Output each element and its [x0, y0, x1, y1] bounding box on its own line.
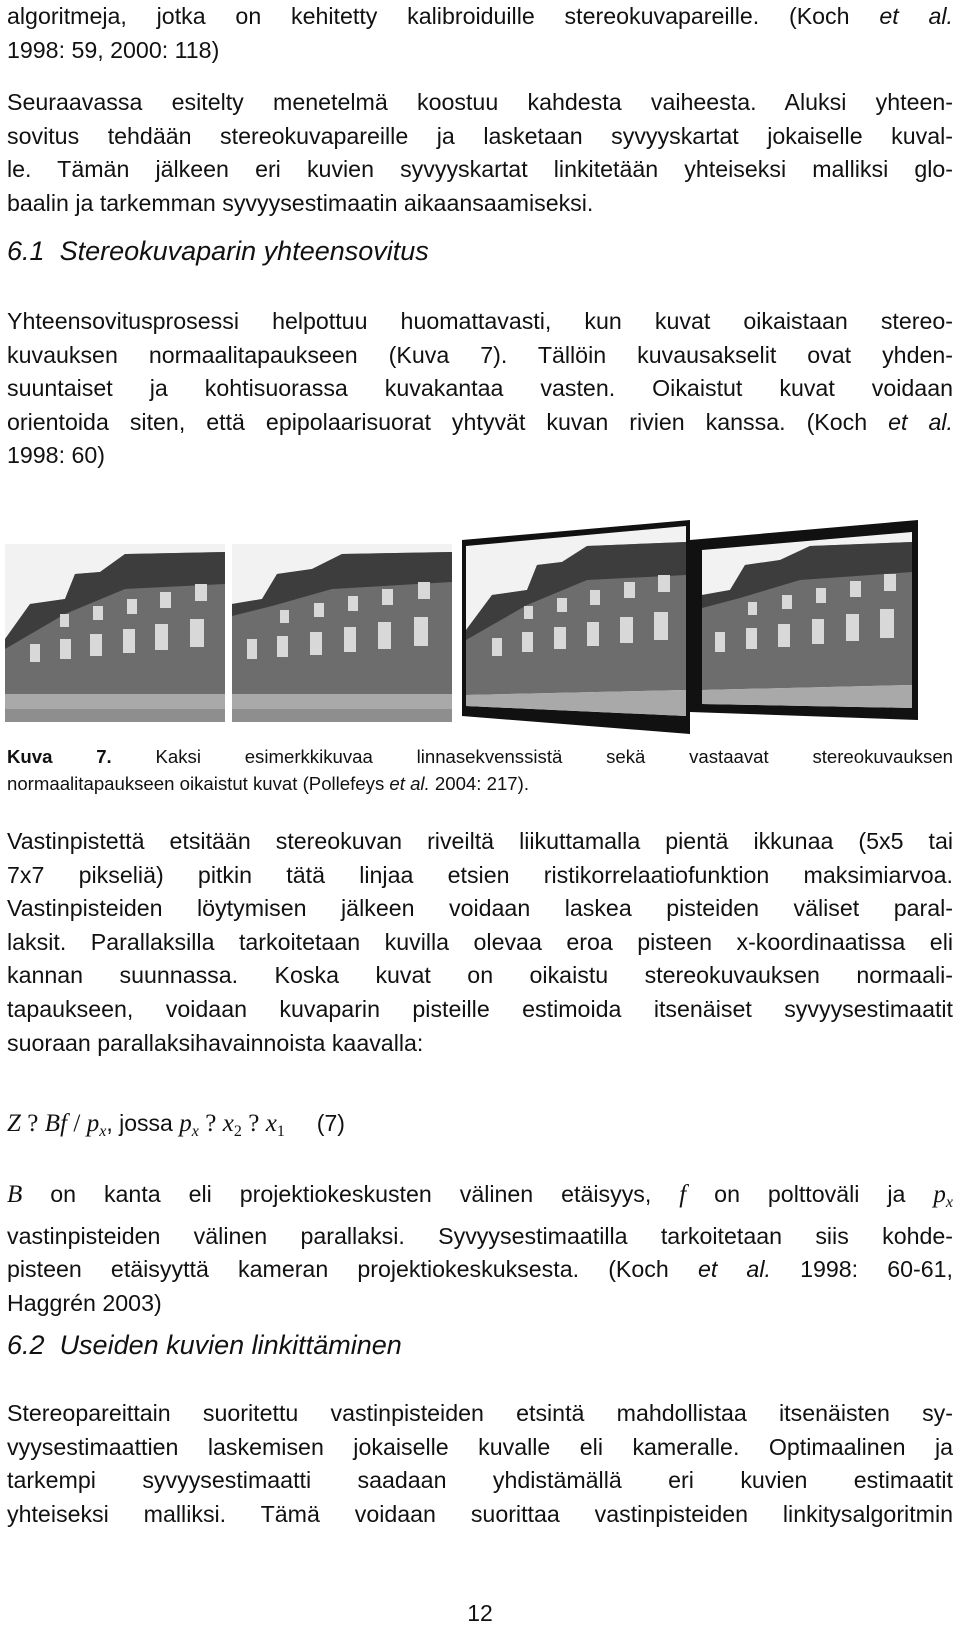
- paragraph-matching: [7, 825, 953, 1060]
- text-line: tapaukseen, voidaan kuvaparin pisteille estimoida itsenäiset syvyysestimaatit: [7, 995, 953, 1022]
- text-line: tarkempi syvyysestimaatti saadaan yhdistämällä eri kuvien estimaatit: [7, 1467, 953, 1494]
- caption-label: Kuva 7.: [7, 746, 112, 767]
- text-line: 7x7 pikseliä) pitkin tätä linjaa etsien ristikorrelaatiofunktion maksimiarvoa.: [7, 861, 953, 888]
- section-heading-6-1: 6.1 Stereokuvaparin yhteensovitus: [7, 236, 429, 266]
- text-line: Seuraavassa esitelty menetelmä koostuu kahdesta vaiheesta. Aluksi yhteen-: [7, 89, 953, 115]
- paragraph-baseline: [7, 1178, 953, 1320]
- text-line: 1998: 60): [7, 442, 105, 469]
- text-line: kuvauksen normaalitapaukseen (Kuva 7). Tällöin kuvausakselit ovat yhden-: [7, 341, 953, 368]
- text-line: Vastinpistettä etsitään stereokuvan riveiltä liikuttamalla pientä ikkunaa (5x5 tai: [7, 828, 953, 854]
- caption-line: normaalitapaukseen oikaistut kuvat (Pollefeys et al. 2004: 217).: [7, 773, 529, 794]
- text-line: kannan suunnassa. Koska kuvat on oikaistu stereokuvauksen normaali-: [7, 962, 953, 989]
- paragraph-linking: [7, 1397, 953, 1531]
- caption-line: Kuva 7. Kaksi esimerkkikuvaa linnasekvenssistä sekä vastaavat stereokuvauksen: [7, 746, 954, 767]
- text-line: baalin ja tarkemman syvyysestimaatin aikaansaamiseksi.: [7, 189, 594, 216]
- text-line: Haggrén 2003): [7, 1289, 162, 1316]
- text-line: Vastinpisteiden löytymisen jälkeen voidaan laskea pisteiden väliset paral-: [7, 895, 953, 922]
- text-line: suuntaiset ja kohtisuorassa kuvakantaa vasten. Oikaistut kuvat voidaan: [7, 375, 953, 402]
- text-line: Stereopareittain suoritettu vastinpisteiden etsintä mahdollistaa itsenäisten sy-: [7, 1400, 953, 1426]
- text-line: pisteen etäisyyttä kameran projektiokeskuksesta. (Koch et al. 1998: 60-61,: [7, 1256, 953, 1283]
- text-line: vastinpisteiden välinen parallaksi. Syvyysestimaatilla tarkoitetaan siis kohde-: [7, 1222, 953, 1249]
- figure-caption: [7, 743, 953, 797]
- paragraph-rectify: [7, 305, 953, 473]
- rectified-right-photo: [690, 520, 918, 734]
- paragraph-method: [7, 86, 953, 220]
- equation-number: (7): [316, 1110, 345, 1136]
- text-line: sovitus tehdään stereokuvapareille ja lasketaan syvyyskartat jokaiselle kuval-: [7, 122, 953, 149]
- rectified-left-photo: [462, 520, 690, 734]
- figure-7: [0, 542, 960, 732]
- section-heading-6-2: 6.2 Useiden kuvien linkittäminen: [7, 1330, 402, 1360]
- text-line: B on kanta eli projektiokeskusten välinen etäisyys, f on polttoväli ja $p_x$: [7, 1181, 953, 1211]
- text-line: laksit. Parallaksilla tarkoitetaan kuvilla olevaa eroa pisteen x-koordinaatissa eli: [7, 928, 953, 955]
- text-line: algoritmeja, jotka on kehitetty kalibroiduille stereokuvapareille. (Koch et al.: [7, 3, 953, 29]
- page-number: 12: [467, 1600, 493, 1626]
- text-line: 1998: 59, 2000: 118): [7, 36, 220, 63]
- text-line: le. Tämän jälkeen eri kuvien syvyyskartat linkitetään yhteiseksi malliksi glo-: [7, 156, 953, 183]
- text-line: vyysestimaattien laskemisen jokaiselle kuvalle eli kameralle. Optimaalinen ja: [7, 1433, 953, 1460]
- original-left-photo: [5, 544, 225, 722]
- equation-7: Z ? Bf / $p_x$, jossa $p_x$ ? $x_2$ ? $x_1$ (7): [7, 1110, 345, 1140]
- text-line: yhteiseksi malliksi. Tämä voidaan suorittaa vastinpisteiden linkitysalgoritmin: [7, 1500, 953, 1527]
- text-line: Yhteensovitusprosessi helpottuu huomattavasti, kun kuvat oikaistaan stereo-: [7, 308, 953, 334]
- paragraph-intro: [7, 0, 953, 67]
- original-right-photo: [232, 544, 452, 722]
- text-line: suoraan parallaksihavainnoista kaavalla:: [7, 1029, 424, 1056]
- text-line: orientoida siten, että epipolaarisuorat yhtyvät kuvan rivien kanssa. (Koch et al.: [7, 408, 953, 435]
